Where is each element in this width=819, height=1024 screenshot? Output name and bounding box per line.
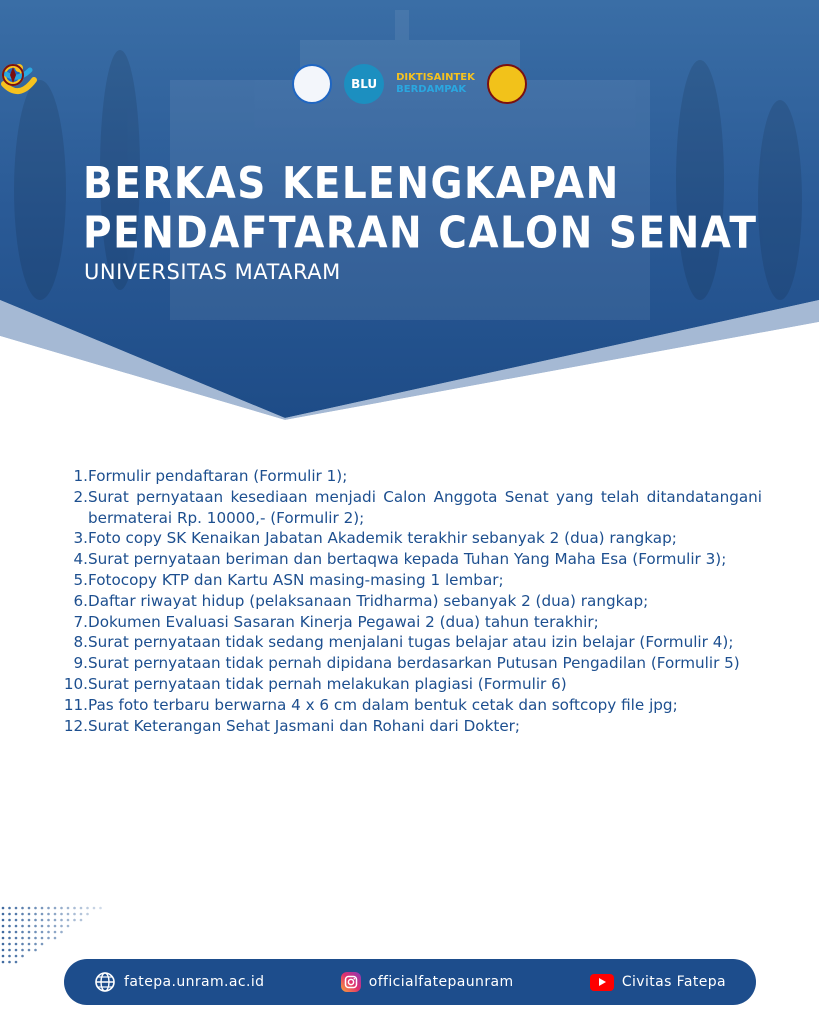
list-item-text: Surat pernyataan tidak sedang menjalani tugas belajar atau izin belajar (Formulir 4); bbox=[88, 633, 734, 652]
list-item-text: Daftar riwayat hidup (pelaksanaan Tridharma) sebanyak 2 (dua) rangkap; bbox=[88, 591, 649, 610]
list-item-number: 10. bbox=[63, 674, 88, 693]
list-item bbox=[62, 528, 762, 549]
list-item bbox=[62, 716, 762, 737]
list-item bbox=[62, 695, 762, 716]
unram-logo bbox=[487, 64, 527, 104]
title-line-1: BERKAS KELENGKAPAN bbox=[83, 158, 620, 210]
list-item bbox=[62, 487, 762, 529]
instagram-icon bbox=[341, 972, 361, 992]
blu-logo-text: BLU bbox=[351, 77, 378, 91]
list-item-text: Pas foto terbaru berwarna 4 x 6 cm dalam bentuk cetak dan softcopy file jpg; bbox=[88, 695, 678, 714]
youtube-icon bbox=[590, 974, 614, 991]
dikti-logo-line1: DIKTISAINTEK bbox=[396, 72, 475, 83]
list-item-number: 5. bbox=[73, 570, 88, 589]
list-item bbox=[62, 612, 762, 633]
list-item-text: Surat pernyataan kesediaan menjadi Calon Anggota Senat yang telah ditandatangani bermaterai Rp. 10000,- (Formulir 2); bbox=[88, 487, 762, 527]
list-item-number: 3. bbox=[73, 529, 88, 548]
blu-logo bbox=[344, 64, 384, 104]
list-item-number: 2. bbox=[73, 487, 88, 506]
footer-bar bbox=[64, 959, 756, 1005]
dikti-logo-line2: BERDAMPAK bbox=[396, 84, 467, 95]
page-title bbox=[83, 160, 783, 259]
list-item-text: Surat pernyataan tidak pernah melakukan plagiasi (Formulir 6) bbox=[88, 674, 567, 693]
website-text[interactable]: fatepa.unram.ac.id bbox=[124, 974, 265, 990]
list-item-text: Fotocopy KTP dan Kartu ASN masing-masing 1 lembar; bbox=[88, 570, 504, 589]
globe-icon bbox=[94, 971, 116, 993]
list-item bbox=[62, 674, 762, 695]
list-item-number: 9. bbox=[73, 654, 88, 673]
list-item-text: Surat Keterangan Sehat Jasmani dan Rohani dari Dokter; bbox=[88, 716, 521, 735]
footer-website[interactable] bbox=[94, 971, 264, 993]
list-item-number: 1. bbox=[73, 467, 88, 485]
list-item-text: Surat pernyataan tidak pernah dipidana berdasarkan Putusan Pengadilan (Formulir 5) bbox=[88, 654, 740, 673]
footer-instagram[interactable] bbox=[341, 972, 514, 992]
kemendikbud-logo bbox=[292, 64, 332, 104]
list-item-number: 11. bbox=[63, 695, 88, 714]
diktisaintek-logo bbox=[396, 72, 475, 96]
list-item bbox=[62, 591, 762, 612]
list-item-text: Dokumen Evaluasi Sasaran Kinerja Pegawai 2 (dua) tahun terakhir; bbox=[88, 612, 599, 631]
list-item bbox=[62, 549, 762, 570]
list-item bbox=[62, 653, 762, 674]
list-item-number: 8. bbox=[73, 633, 88, 652]
list-item-text: Surat pernyataan beriman dan bertaqwa kepada Tuhan Yang Maha Esa (Formulir 3); bbox=[88, 550, 727, 569]
list-item-number: 4. bbox=[73, 550, 88, 569]
list-item-number: 12. bbox=[63, 716, 88, 735]
list-item bbox=[62, 466, 762, 487]
list-item-text: Foto copy SK Kenaikan Jabatan Akademik terakhir sebanyak 2 (dua) rangkap; bbox=[88, 529, 677, 548]
unram-emblem-icon bbox=[0, 62, 26, 88]
title-line-2: PENDAFTARAN CALON SENAT bbox=[83, 208, 758, 259]
decorative-dots bbox=[0, 905, 110, 965]
partner-logos bbox=[0, 62, 819, 106]
list-item bbox=[62, 632, 762, 653]
list-item-number: 7. bbox=[73, 612, 88, 631]
page-subtitle: UNIVERSITAS MATARAM bbox=[84, 260, 341, 284]
footer-youtube[interactable] bbox=[590, 974, 726, 991]
youtube-text[interactable]: Civitas Fatepa bbox=[621, 974, 726, 990]
requirements-list bbox=[62, 466, 762, 736]
instagram-text[interactable]: officialfatepaunram bbox=[368, 974, 514, 990]
header-banner bbox=[0, 0, 819, 420]
list-item-text: Formulir pendaftaran (Formulir 1); bbox=[88, 467, 348, 485]
list-item bbox=[62, 570, 762, 591]
list-item-number: 6. bbox=[73, 591, 88, 610]
